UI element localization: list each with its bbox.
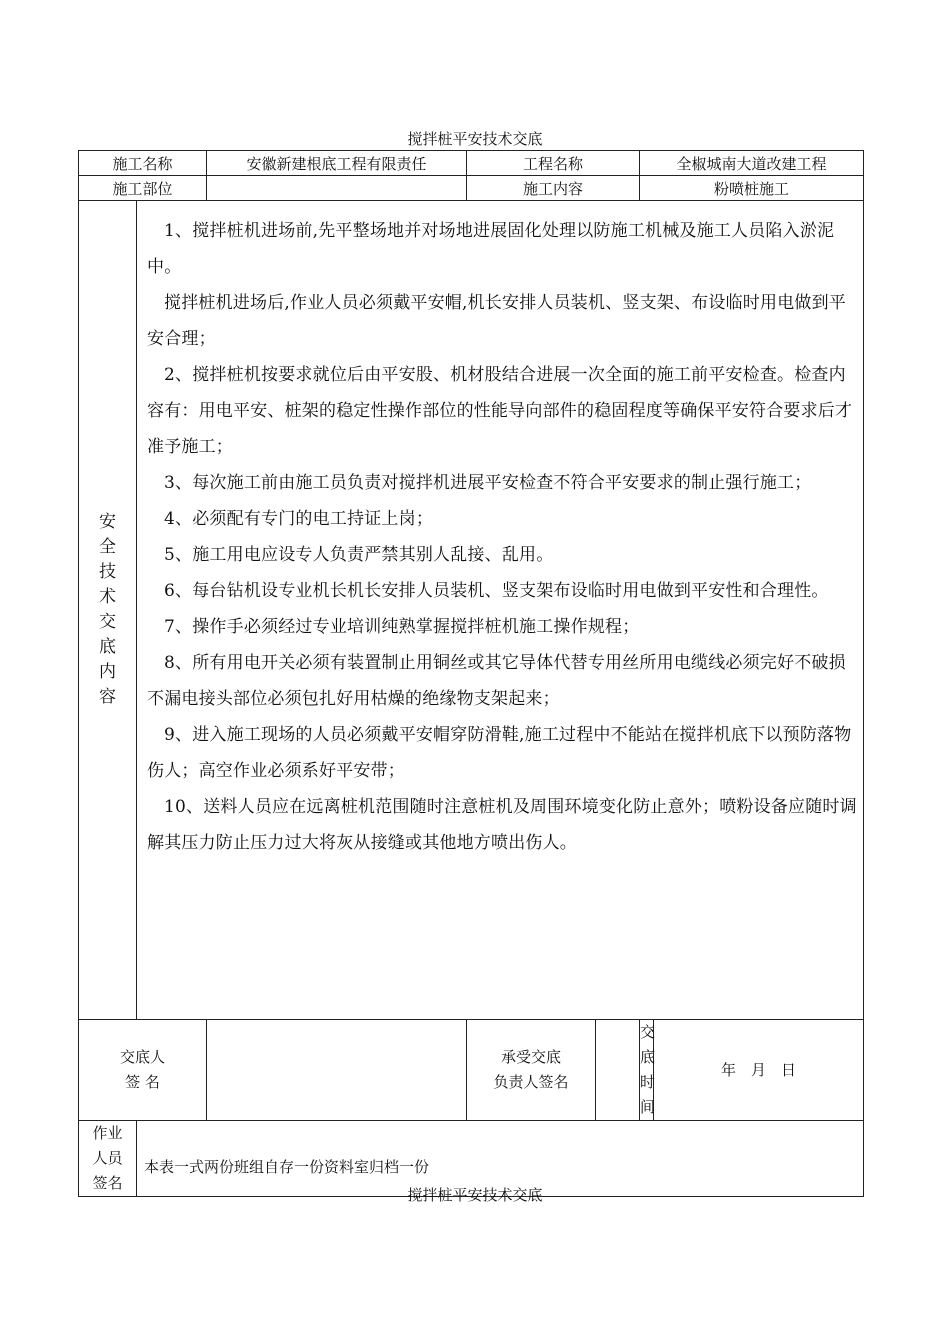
construction-content-label: 施工内容 bbox=[467, 176, 640, 201]
construction-part-label: 施工部位 bbox=[79, 176, 207, 201]
content-paragraph: 10、送料人员应在远离桩机范围随时注意桩机及周围环境变化防止意外；喷粉设备应随时调解其压力防止压力过大将灰从接缝或其他地方喷出伤人。 bbox=[147, 797, 857, 853]
discloser-signature[interactable] bbox=[207, 1020, 467, 1121]
time-label: 交底 时间 bbox=[640, 1020, 654, 1121]
bottom-title: 搅拌桩平安技术交底 bbox=[407, 1186, 543, 1204]
content-paragraph: 8、所有用电开关必须有装置制止用铜丝或其它导体代替专用丝所用电缆线必须完好不破损不漏电接头部位必须包扎好用枯燥的绝缘物支架起来； bbox=[147, 653, 846, 709]
header-row-2 bbox=[79, 176, 864, 201]
content-paragraph: 搅拌桩机进场后,作业人员必须戴平安帽,机长安排人员装机、竖支架、布设临时用电做到平安合理； bbox=[147, 293, 847, 349]
content-row bbox=[79, 201, 864, 1020]
time-value[interactable]: 年 月 日 bbox=[654, 1020, 864, 1121]
project-name-label: 工程名称 bbox=[467, 151, 640, 176]
receiver-signature[interactable] bbox=[596, 1020, 640, 1121]
content-paragraph: 7、操作手必须经过专业培训纯熟掌握搅拌桩机施工操作规程； bbox=[164, 617, 640, 637]
construction-name-label: 施工名称 bbox=[79, 151, 207, 176]
content-paragraph: 1、搅拌桩机进场前,先平整场地并对场地进展固化处理以防施工机械及施工人员陷入淤泥中。 bbox=[147, 221, 835, 277]
footer-note: 本表一式两份班组自存一份资料室归档一份 bbox=[144, 1158, 430, 1176]
disclosure-form bbox=[78, 150, 864, 1197]
content-paragraph: 2、搅拌桩机按要求就位后由平安股、机材股结合进展一次全面的施工前平安检查。检查内容有：用电平安、桩架的稳定性操作部位的性能导向部件的稳固程度等确保平安符合要求后才准予施工； bbox=[147, 365, 853, 457]
construction-content-value[interactable]: 粉喷桩施工 bbox=[640, 176, 864, 201]
content-cell bbox=[137, 201, 864, 1020]
content-label-cell bbox=[79, 201, 137, 1020]
construction-part-value[interactable] bbox=[207, 176, 467, 201]
page-title: 搅拌桩平安技术交底 bbox=[407, 130, 543, 148]
content-paragraph: 3、每次施工前由施工员负责对搅拌机进展平安检查不符合平安要求的制止强行施工； bbox=[164, 473, 812, 493]
receiver-label: 承受交底 负责人签名 bbox=[467, 1020, 596, 1121]
signature-row bbox=[79, 1020, 864, 1121]
content-paragraph: 9、进入施工现场的人员必须戴平安帽穿防滑鞋,施工过程中不能站在搅拌机底下以预防落物伤人；高空作业必须系好平安带； bbox=[147, 725, 852, 781]
project-name-value[interactable]: 全椒城南大道改建工程 bbox=[640, 151, 864, 176]
construction-name-value[interactable]: 安徽新建根底工程有限责任 bbox=[207, 151, 467, 176]
content-paragraph: 5、施工用电应设专人负责严禁其别人乱接、乱用。 bbox=[164, 545, 554, 565]
workers-label: 作业 人员 签名 bbox=[79, 1121, 137, 1197]
header-row-1 bbox=[79, 151, 864, 176]
content-paragraph: 4、必须配有专门的电工持证上岗； bbox=[164, 509, 434, 529]
content-paragraph: 6、每台钻机设专业机长机长安排人员装机、竖支架布设临时用电做到平安性和合理性。 bbox=[164, 581, 829, 601]
discloser-label: 交底人 签 名 bbox=[79, 1020, 207, 1121]
content-label: 安全技术交底内容 bbox=[99, 512, 116, 707]
content-body bbox=[137, 201, 863, 861]
